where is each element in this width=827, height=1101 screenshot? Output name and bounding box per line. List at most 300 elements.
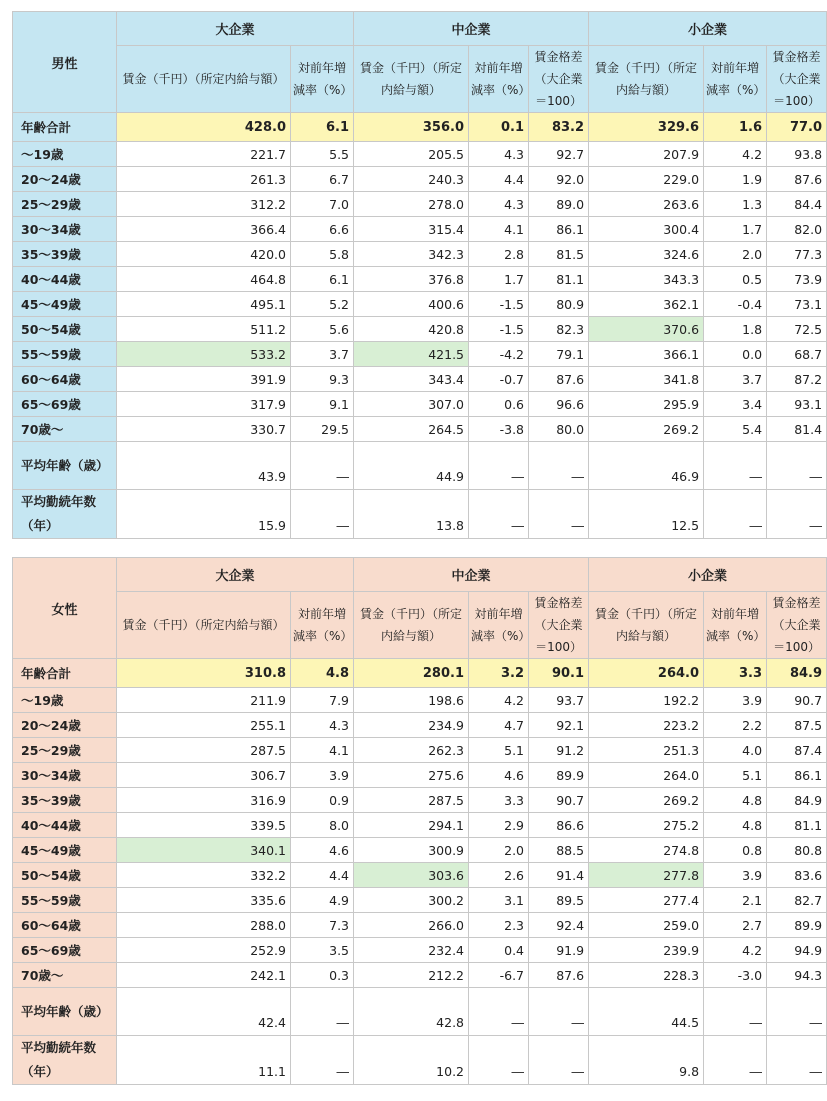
cell-value: 44.5	[589, 988, 704, 1036]
table-row	[13, 838, 827, 863]
cell-value: 277.8	[589, 863, 704, 888]
cell-value: 315.4	[354, 217, 469, 242]
gap-col-header: 賃金格差（大企業＝100）	[767, 592, 827, 659]
cell-value: 4.2	[704, 938, 767, 963]
cell-value: 275.6	[354, 763, 469, 788]
cell-value: 3.5	[291, 938, 354, 963]
cell-value: 287.5	[117, 738, 291, 763]
cell-value: 68.7	[767, 342, 827, 367]
row-label: 60～64歳	[13, 913, 117, 938]
cell-value: 0.9	[291, 788, 354, 813]
cell-value: 317.9	[117, 392, 291, 417]
cell-value: 343.4	[354, 367, 469, 392]
row-label: 25～29歳	[13, 738, 117, 763]
cell-value: 1.7	[704, 217, 767, 242]
cell-value: ―	[767, 490, 827, 539]
cell-value: 89.9	[767, 913, 827, 938]
cell-value: 421.5	[354, 342, 469, 367]
cell-value: ―	[469, 442, 529, 490]
table-row	[13, 242, 827, 267]
cell-value: ―	[767, 1036, 827, 1085]
cell-value: 264.0	[589, 659, 704, 688]
cell-value: ―	[529, 490, 589, 539]
cell-value: 266.0	[354, 913, 469, 938]
row-label: 年齢合計	[13, 113, 117, 142]
cell-value: 42.8	[354, 988, 469, 1036]
table-row	[13, 688, 827, 713]
cell-value: 300.2	[354, 888, 469, 913]
cell-value: ―	[469, 988, 529, 1036]
cell-value: 2.0	[704, 242, 767, 267]
row-label: 50～54歳	[13, 863, 117, 888]
table-row	[13, 317, 827, 342]
cell-value: 2.0	[469, 838, 529, 863]
cell-value: 4.3	[291, 713, 354, 738]
cell-value: 29.5	[291, 417, 354, 442]
wage-col-header: 賃金（千円）（所定内給与額）	[117, 46, 291, 113]
gender-header: 男性	[13, 12, 117, 113]
cell-value: 15.9	[117, 490, 291, 539]
row-label: 30～34歳	[13, 217, 117, 242]
medium-company-header: 中企業	[354, 558, 589, 592]
cell-value: 11.1	[117, 1036, 291, 1085]
cell-value: 2.6	[469, 863, 529, 888]
cell-value: 82.3	[529, 317, 589, 342]
row-label: ～19歳	[13, 142, 117, 167]
cell-value: 5.1	[469, 738, 529, 763]
cell-value: 91.9	[529, 938, 589, 963]
cell-value: 420.8	[354, 317, 469, 342]
cell-value: 83.2	[529, 113, 589, 142]
cell-value: 80.8	[767, 838, 827, 863]
cell-value: 4.8	[704, 788, 767, 813]
cell-value: 4.8	[704, 813, 767, 838]
cell-value: 332.2	[117, 863, 291, 888]
cell-value: 88.5	[529, 838, 589, 863]
cell-value: 391.9	[117, 367, 291, 392]
cell-value: 3.9	[291, 763, 354, 788]
male-wage-table	[12, 11, 827, 539]
row-label: 年齢合計	[13, 659, 117, 688]
cell-value: 5.8	[291, 242, 354, 267]
cell-value: 91.4	[529, 863, 589, 888]
cell-value: ―	[469, 1036, 529, 1085]
cell-value: 511.2	[117, 317, 291, 342]
cell-value: 6.7	[291, 167, 354, 192]
cell-value: 93.8	[767, 142, 827, 167]
cell-value: 3.4	[704, 392, 767, 417]
cell-value: 533.2	[117, 342, 291, 367]
cell-value: 43.9	[117, 442, 291, 490]
gap-col-header: 賃金格差（大企業＝100）	[767, 46, 827, 113]
cell-value: 330.7	[117, 417, 291, 442]
cell-value: 7.9	[291, 688, 354, 713]
cell-value: 6.1	[291, 267, 354, 292]
cell-value: 400.6	[354, 292, 469, 317]
cell-value: ―	[469, 490, 529, 539]
gap-col-header: 賃金格差（大企業＝100）	[529, 46, 589, 113]
cell-value: 3.3	[704, 659, 767, 688]
cell-value: ―	[291, 442, 354, 490]
cell-value: 229.0	[589, 167, 704, 192]
cell-value: 300.9	[354, 838, 469, 863]
cell-value: ―	[529, 1036, 589, 1085]
row-label: 40～44歳	[13, 813, 117, 838]
cell-value: 86.1	[767, 763, 827, 788]
cell-value: 339.5	[117, 813, 291, 838]
cell-value: 274.8	[589, 838, 704, 863]
cell-value: 13.8	[354, 490, 469, 539]
cell-value: 5.6	[291, 317, 354, 342]
cell-value: 0.6	[469, 392, 529, 417]
row-label: 平均勤続年数（年）	[13, 490, 117, 539]
cell-value: 9.8	[589, 1036, 704, 1085]
cell-value: 307.0	[354, 392, 469, 417]
cell-value: 3.7	[704, 367, 767, 392]
cell-value: 73.9	[767, 267, 827, 292]
cell-value: 269.2	[589, 788, 704, 813]
cell-value: 84.9	[767, 659, 827, 688]
row-label: 50～54歳	[13, 317, 117, 342]
wage-col-header: 賃金（千円）（所定内給与額）	[117, 592, 291, 659]
cell-value: 79.1	[529, 342, 589, 367]
cell-value: 82.7	[767, 888, 827, 913]
table-row	[13, 863, 827, 888]
table-row	[13, 217, 827, 242]
wage-col-header: 賃金（千円）（所定内給与額）	[589, 46, 704, 113]
cell-value: 4.4	[469, 167, 529, 192]
cell-value: 342.3	[354, 242, 469, 267]
cell-value: 6.6	[291, 217, 354, 242]
cell-value: 264.5	[354, 417, 469, 442]
cell-value: 0.1	[469, 113, 529, 142]
cell-value: ―	[529, 442, 589, 490]
total-row	[13, 113, 827, 142]
cell-value: 4.4	[291, 863, 354, 888]
cell-value: 84.4	[767, 192, 827, 217]
cell-value: 0.3	[291, 963, 354, 988]
cell-value: 3.1	[469, 888, 529, 913]
cell-value: 83.6	[767, 863, 827, 888]
total-row	[13, 659, 827, 688]
row-label: 30～34歳	[13, 763, 117, 788]
row-label: 平均勤続年数（年）	[13, 1036, 117, 1085]
cell-value: 242.1	[117, 963, 291, 988]
cell-value: 87.6	[529, 963, 589, 988]
cell-value: 4.6	[469, 763, 529, 788]
cell-value: 72.5	[767, 317, 827, 342]
cell-value: ―	[767, 442, 827, 490]
row-label: ～19歳	[13, 688, 117, 713]
row-label: 平均年齢（歳）	[13, 988, 117, 1036]
cell-value: 92.7	[529, 142, 589, 167]
cell-value: 261.3	[117, 167, 291, 192]
cell-value: 0.8	[704, 838, 767, 863]
cell-value: 80.0	[529, 417, 589, 442]
cell-value: 370.6	[589, 317, 704, 342]
cell-value: 255.1	[117, 713, 291, 738]
cell-value: 362.1	[589, 292, 704, 317]
cell-value: ―	[291, 988, 354, 1036]
cell-value: 2.8	[469, 242, 529, 267]
cell-value: 324.6	[589, 242, 704, 267]
cell-value: 5.5	[291, 142, 354, 167]
avg-age-row	[13, 988, 827, 1036]
cell-value: 335.6	[117, 888, 291, 913]
cell-value: 87.4	[767, 738, 827, 763]
cell-value: 1.6	[704, 113, 767, 142]
cell-value: 280.1	[354, 659, 469, 688]
cell-value: 92.0	[529, 167, 589, 192]
cell-value: 495.1	[117, 292, 291, 317]
avg-tenure-row	[13, 1036, 827, 1085]
cell-value: 1.8	[704, 317, 767, 342]
cell-value: 275.2	[589, 813, 704, 838]
cell-value: 312.2	[117, 192, 291, 217]
cell-value: 6.1	[291, 113, 354, 142]
gap-col-header: 賃金格差（大企業＝100）	[529, 592, 589, 659]
cell-value: 252.9	[117, 938, 291, 963]
row-label: 40～44歳	[13, 267, 117, 292]
change-col-header: 対前年増減率（%）	[469, 46, 529, 113]
cell-value: 90.7	[529, 788, 589, 813]
cell-value: 420.0	[117, 242, 291, 267]
row-label: 55～59歳	[13, 342, 117, 367]
cell-value: 82.0	[767, 217, 827, 242]
row-label: 20～24歳	[13, 713, 117, 738]
cell-value: -3.8	[469, 417, 529, 442]
cell-value: 4.2	[469, 688, 529, 713]
cell-value: 84.9	[767, 788, 827, 813]
cell-value: ―	[704, 442, 767, 490]
cell-value: 9.3	[291, 367, 354, 392]
cell-value: 366.1	[589, 342, 704, 367]
change-col-header: 対前年増減率（%）	[291, 592, 354, 659]
cell-value: 263.6	[589, 192, 704, 217]
cell-value: 232.4	[354, 938, 469, 963]
avg-tenure-row	[13, 490, 827, 539]
small-company-header: 小企業	[589, 12, 827, 46]
cell-value: 221.7	[117, 142, 291, 167]
table-row	[13, 367, 827, 392]
cell-value: 2.3	[469, 913, 529, 938]
cell-value: 211.9	[117, 688, 291, 713]
cell-value: 87.6	[529, 367, 589, 392]
row-label: 70歳～	[13, 963, 117, 988]
table-row	[13, 963, 827, 988]
gender-header: 女性	[13, 558, 117, 659]
cell-value: 7.3	[291, 913, 354, 938]
cell-value: 89.5	[529, 888, 589, 913]
cell-value: ―	[529, 988, 589, 1036]
table-row	[13, 913, 827, 938]
cell-value: 2.9	[469, 813, 529, 838]
cell-value: 4.2	[704, 142, 767, 167]
cell-value: 86.1	[529, 217, 589, 242]
cell-value: 90.1	[529, 659, 589, 688]
cell-value: ―	[704, 1036, 767, 1085]
cell-value: 3.3	[469, 788, 529, 813]
cell-value: -6.7	[469, 963, 529, 988]
cell-value: 91.2	[529, 738, 589, 763]
cell-value: 376.8	[354, 267, 469, 292]
cell-value: 251.3	[589, 738, 704, 763]
wage-col-header: 賃金（千円）（所定内給与額）	[354, 46, 469, 113]
table-row	[13, 292, 827, 317]
cell-value: -1.5	[469, 292, 529, 317]
cell-value: 1.9	[704, 167, 767, 192]
cell-value: 94.3	[767, 963, 827, 988]
cell-value: 234.9	[354, 713, 469, 738]
cell-value: 277.4	[589, 888, 704, 913]
row-label: 20～24歳	[13, 167, 117, 192]
cell-value: 329.6	[589, 113, 704, 142]
cell-value: 94.9	[767, 938, 827, 963]
cell-value: 12.5	[589, 490, 704, 539]
cell-value: 3.9	[704, 688, 767, 713]
table-row	[13, 417, 827, 442]
cell-value: 2.1	[704, 888, 767, 913]
large-company-header: 大企業	[117, 12, 354, 46]
cell-value: 340.1	[117, 838, 291, 863]
cell-value: 81.5	[529, 242, 589, 267]
cell-value: 1.7	[469, 267, 529, 292]
cell-value: 212.2	[354, 963, 469, 988]
cell-value: 192.2	[589, 688, 704, 713]
cell-value: 5.1	[704, 763, 767, 788]
row-label: 65～69歳	[13, 938, 117, 963]
cell-value: 96.6	[529, 392, 589, 417]
cell-value: 4.0	[704, 738, 767, 763]
cell-value: 81.1	[767, 813, 827, 838]
cell-value: 259.0	[589, 913, 704, 938]
cell-value: 7.0	[291, 192, 354, 217]
row-label: 70歳～	[13, 417, 117, 442]
row-label: 55～59歳	[13, 888, 117, 913]
table-row	[13, 342, 827, 367]
cell-value: 205.5	[354, 142, 469, 167]
cell-value: 198.6	[354, 688, 469, 713]
cell-value: ―	[704, 988, 767, 1036]
cell-value: 93.1	[767, 392, 827, 417]
table-row	[13, 788, 827, 813]
cell-value: 3.2	[469, 659, 529, 688]
medium-company-header: 中企業	[354, 12, 589, 46]
table-row	[13, 738, 827, 763]
cell-value: 2.7	[704, 913, 767, 938]
cell-value: 239.9	[589, 938, 704, 963]
cell-value: ―	[291, 490, 354, 539]
table-row	[13, 392, 827, 417]
cell-value: 92.4	[529, 913, 589, 938]
cell-value: 44.9	[354, 442, 469, 490]
cell-value: 295.9	[589, 392, 704, 417]
cell-value: 262.3	[354, 738, 469, 763]
row-label: 35～39歳	[13, 242, 117, 267]
cell-value: 278.0	[354, 192, 469, 217]
cell-value: -0.4	[704, 292, 767, 317]
cell-value: 306.7	[117, 763, 291, 788]
cell-value: ―	[704, 490, 767, 539]
row-label: 35～39歳	[13, 788, 117, 813]
cell-value: 0.0	[704, 342, 767, 367]
female-wage-table	[12, 557, 827, 1085]
cell-value: 269.2	[589, 417, 704, 442]
row-label: 60～64歳	[13, 367, 117, 392]
cell-value: 4.8	[291, 659, 354, 688]
cell-value: 287.5	[354, 788, 469, 813]
cell-value: 240.3	[354, 167, 469, 192]
cell-value: 90.7	[767, 688, 827, 713]
change-col-header: 対前年増減率（%）	[704, 592, 767, 659]
cell-value: 366.4	[117, 217, 291, 242]
cell-value: 86.6	[529, 813, 589, 838]
cell-value: 0.4	[469, 938, 529, 963]
cell-value: 87.2	[767, 367, 827, 392]
change-col-header: 対前年増減率（%）	[704, 46, 767, 113]
cell-value: 80.9	[529, 292, 589, 317]
cell-value: 428.0	[117, 113, 291, 142]
cell-value: 1.3	[704, 192, 767, 217]
cell-value: 46.9	[589, 442, 704, 490]
cell-value: 3.9	[704, 863, 767, 888]
change-col-header: 対前年増減率（%）	[291, 46, 354, 113]
cell-value: -4.2	[469, 342, 529, 367]
cell-value: -0.7	[469, 367, 529, 392]
wage-col-header: 賃金（千円）（所定内給与額）	[354, 592, 469, 659]
cell-value: 4.6	[291, 838, 354, 863]
small-company-header: 小企業	[589, 558, 827, 592]
row-label: 平均年齢（歳）	[13, 442, 117, 490]
cell-value: 300.4	[589, 217, 704, 242]
cell-value: 81.1	[529, 267, 589, 292]
avg-age-row	[13, 442, 827, 490]
cell-value: -3.0	[704, 963, 767, 988]
large-company-header: 大企業	[117, 558, 354, 592]
cell-value: 316.9	[117, 788, 291, 813]
cell-value: 92.1	[529, 713, 589, 738]
cell-value: 343.3	[589, 267, 704, 292]
cell-value: 294.1	[354, 813, 469, 838]
table-row	[13, 167, 827, 192]
table-row	[13, 938, 827, 963]
cell-value: 87.6	[767, 167, 827, 192]
cell-value: 341.8	[589, 367, 704, 392]
cell-value: 464.8	[117, 267, 291, 292]
cell-value: ―	[767, 988, 827, 1036]
cell-value: 288.0	[117, 913, 291, 938]
cell-value: 5.4	[704, 417, 767, 442]
cell-value: ―	[291, 1036, 354, 1085]
cell-value: 2.2	[704, 713, 767, 738]
cell-value: 4.1	[469, 217, 529, 242]
change-col-header: 対前年増減率（%）	[469, 592, 529, 659]
row-label: 25～29歳	[13, 192, 117, 217]
row-label: 45～49歳	[13, 292, 117, 317]
cell-value: 4.7	[469, 713, 529, 738]
cell-value: 264.0	[589, 763, 704, 788]
cell-value: 89.9	[529, 763, 589, 788]
table-row	[13, 142, 827, 167]
cell-value: -1.5	[469, 317, 529, 342]
table-row	[13, 763, 827, 788]
table-row	[13, 888, 827, 913]
table-row	[13, 267, 827, 292]
row-label: 65～69歳	[13, 392, 117, 417]
cell-value: 356.0	[354, 113, 469, 142]
table-row	[13, 192, 827, 217]
cell-value: 10.2	[354, 1036, 469, 1085]
